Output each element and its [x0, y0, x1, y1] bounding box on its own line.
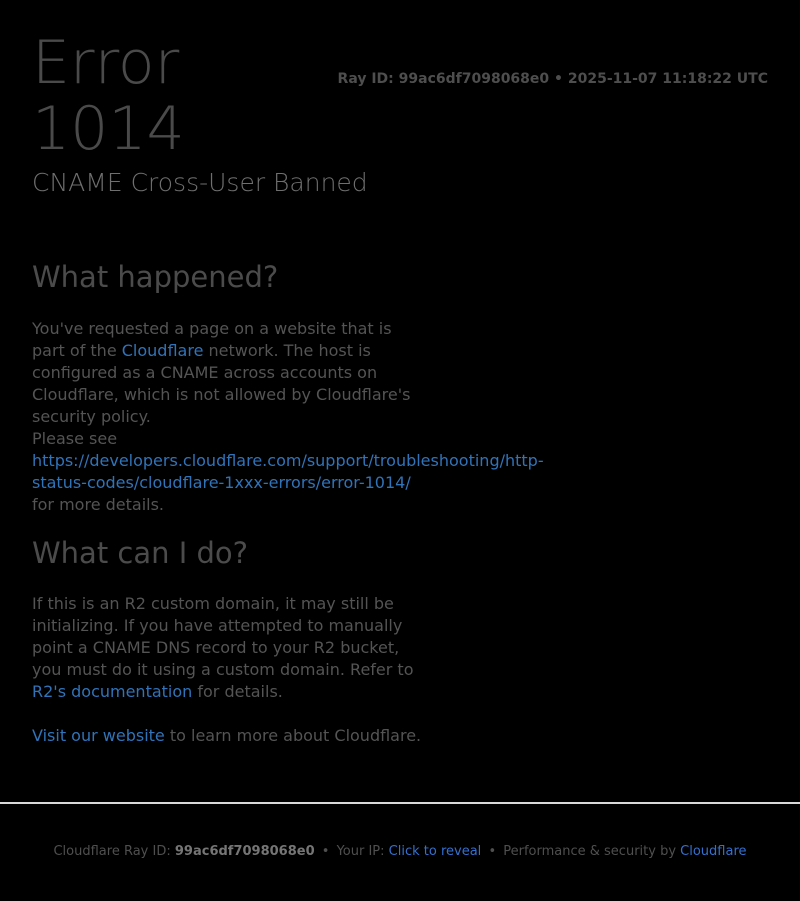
click-to-reveal-link[interactable]: Click to reveal — [388, 844, 482, 859]
visit-text — [32, 725, 429, 747]
what-can-i-do-section — [32, 537, 768, 747]
error-subtitle: CNAME Cross-User Banned — [32, 168, 368, 197]
ray-id-meta: Ray ID: 99ac6df7098068e0 • 2025-11-07 11:18:22 UTC — [337, 71, 768, 87]
what-happened-section — [32, 261, 768, 515]
r2-text — [32, 593, 429, 703]
text-segment: If this is an R2 custom domain, it may still be initializing. If you have attempted to manually point a CNAME DNS record to your R2 bucket, you must do it using a custom domain. Refer to — [32, 593, 414, 679]
text-segment: for more details. — [32, 494, 165, 514]
r2-documentation-link[interactable]: R2's documentation — [32, 681, 193, 701]
cloudflare-inline-link[interactable]: Cloudflare — [121, 340, 204, 360]
footer-ray-id: 99ac6df7098068e0 — [174, 844, 315, 859]
what-can-i-do-heading: What can I do? — [32, 535, 249, 570]
footer-ray-label: Cloudflare Ray ID: — [53, 844, 171, 859]
text-segment: Please see — [32, 428, 118, 448]
what-happened-text — [32, 318, 544, 516]
bullet-separator: • — [321, 844, 330, 859]
page-title: Error 1014 — [32, 28, 185, 164]
error-docs-link[interactable]: https://developers.cloudflare.com/support/troubleshooting/http-status-codes/cloudflare-1xxx-errors/error-1014/ — [32, 450, 544, 492]
text-segment: network. The host is configured as a CNAME across accounts on Cloudflare, which is not allowed by Cloudflare's security policy. — [32, 340, 411, 426]
footer — [0, 802, 800, 901]
text-segment: to learn more about Cloudflare. — [164, 725, 422, 745]
footer-perf-text: Performance & security by — [503, 844, 677, 859]
footer-ip-label: Your IP: — [336, 844, 385, 859]
bullet-separator: • — [488, 844, 497, 859]
text-segment: for details. — [192, 681, 283, 701]
footer-cloudflare-link[interactable]: Cloudflare — [680, 844, 747, 859]
visit-website-link[interactable]: Visit our website — [32, 725, 165, 745]
title-row — [32, 30, 768, 162]
text-segment: You've requested a page on a website that is part of the — [32, 318, 392, 360]
header — [32, 30, 768, 198]
what-happened-heading: What happened? — [32, 260, 279, 295]
